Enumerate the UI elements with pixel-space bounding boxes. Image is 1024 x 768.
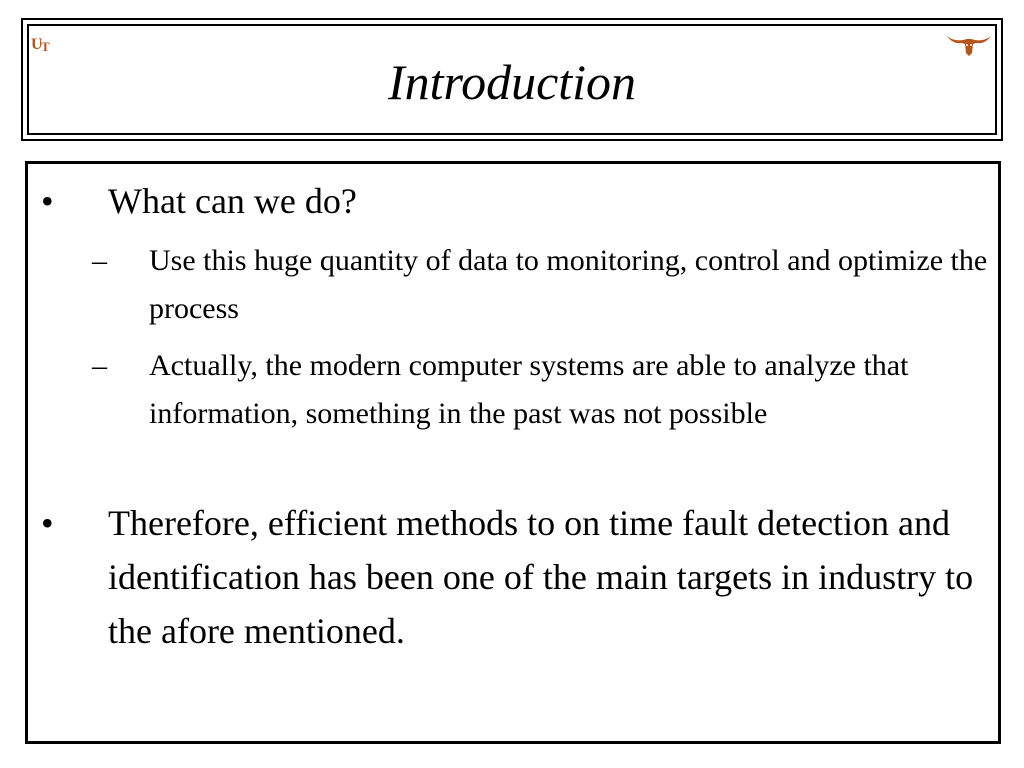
- slide-title: Introduction: [387, 54, 637, 110]
- bullet-mark: •: [41, 181, 54, 221]
- svg-text:T: T: [41, 39, 50, 54]
- svg-text:U: U: [31, 36, 43, 53]
- ut-logo-icon: [30, 34, 54, 54]
- sub-bullet-text: Use this huge quantity of data to monitoring, control and optimize the process: [149, 244, 988, 325]
- sub-bullet-mark: –: [92, 349, 107, 382]
- content-frame: [25, 161, 1001, 744]
- bullet-text: What can we do?: [108, 181, 357, 221]
- bullet-text: Therefore, efficient methods to on time fault detection and identification has been one of the main targets in industry to the afore mentioned.: [108, 503, 974, 651]
- bullet-mark: •: [41, 503, 54, 543]
- sub-bullet-text: Actually, the modern computer systems are able to analyze that information, something in the past was not possible: [149, 349, 909, 430]
- sub-bullet-mark: –: [92, 244, 107, 277]
